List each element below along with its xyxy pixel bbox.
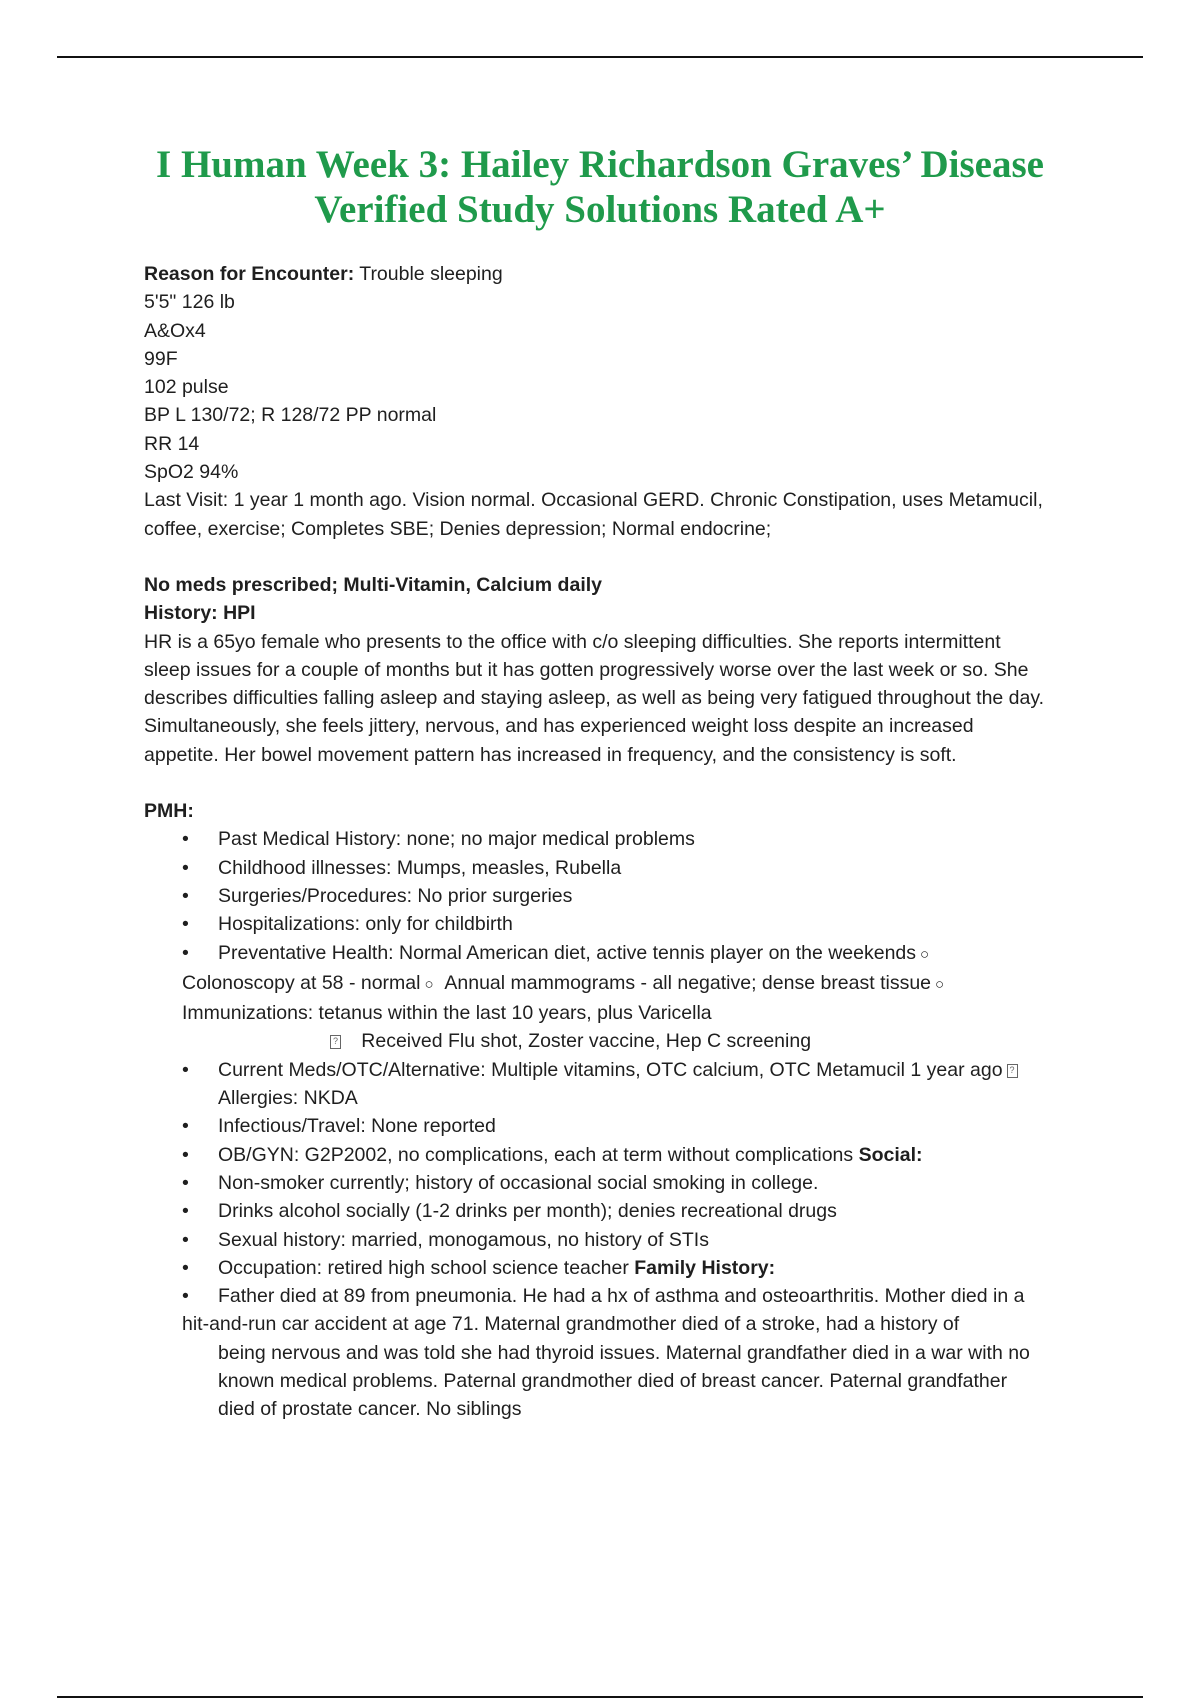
reason-label: Reason for Encounter: xyxy=(144,263,355,285)
bullet-icon: • xyxy=(182,941,189,964)
list-item: • Non-smoker currently; history of occasional social smoking in college. xyxy=(144,1169,1104,1197)
list-continuation: died of prostate cancer. No siblings xyxy=(218,1398,522,1421)
bullet-icon: • xyxy=(182,1285,189,1308)
list-item: • Childhood illnesses: Mumps, measles, Rubella xyxy=(144,854,1104,882)
list-continuation: hit-and-run car accident at age 71. Maternal grandmother died of a stroke, had a history of xyxy=(182,1313,960,1336)
last-visit-line-2: coffee, exercise; Completes SBE; Denies depression; Normal endocrine; xyxy=(144,517,772,540)
hpi-line: appetite. Her bowel movement pattern has increased in frequency, and the consistency is soft. xyxy=(144,743,957,766)
list-continuation: Colonoscopy at 58 - normal ○ Annual mammograms - all negative; dense breast tissue ○ xyxy=(182,971,945,994)
bullet-icon: • xyxy=(182,856,189,879)
bullet-icon: • xyxy=(182,1171,189,1194)
pmh-heading: PMH: xyxy=(144,800,194,823)
title-line-2: Verified Study Solutions Rated A+ xyxy=(314,188,886,231)
hpi-line: Simultaneously, she feels jittery, nervous, and has experienced weight loss despite an increased xyxy=(144,715,974,738)
list-item: • Sexual history: married, monogamous, no history of STIs xyxy=(144,1226,1104,1254)
list-item: • Past Medical History: none; no major medical problems xyxy=(144,825,1104,853)
bullet-icon: • xyxy=(182,1256,189,1279)
vital-pulse: 102 pulse xyxy=(144,376,229,399)
vital-spo2: SpO2 94% xyxy=(144,461,239,484)
reason-value: Trouble sleeping xyxy=(354,263,503,285)
vital-blood-pressure: BP L 130/72; R 128/72 PP normal xyxy=(144,404,437,427)
missing-glyph-icon: ? xyxy=(1007,1064,1018,1078)
bullet-icon: • xyxy=(182,1228,189,1251)
document-title xyxy=(100,142,1100,232)
list-item: • Infectious/Travel: None reported xyxy=(144,1112,1104,1140)
list-item: • Occupation: retired high school science teacher Family History: xyxy=(144,1254,1104,1282)
circle-bullet-icon: ○ xyxy=(920,945,930,963)
hpi-line: HR is a 65yo female who presents to the office with c/o sleeping difficulties. She reports intermittent xyxy=(144,630,1001,653)
hpi-heading: History: HPI xyxy=(144,602,256,625)
bottom-rule xyxy=(57,1696,1143,1698)
bullet-icon: • xyxy=(182,1058,189,1081)
social-label: Social: xyxy=(858,1143,923,1166)
list-item: • Current Meds/OTC/Alternative: Multiple vitamins, OTC calcium, OTC Metamucil 1 year ago ? xyxy=(144,1056,1104,1084)
list-continuation: Immunizations: tetanus within the last 10 years, plus Varicella xyxy=(182,1002,712,1025)
circle-bullet-icon: ○ xyxy=(424,975,434,993)
bullet-icon: • xyxy=(182,1200,189,1223)
hpi-line: describes difficulties falling asleep and staying asleep, as well as being very fatigued throughout the day. xyxy=(144,687,1045,710)
list-continuation: known medical problems. Paternal grandmother died of breast cancer. Paternal grandfather xyxy=(218,1369,1008,1392)
family-history-label: Family History: xyxy=(634,1256,776,1279)
bullet-icon: • xyxy=(182,1115,189,1138)
list-sub-item: ? Received Flu shot, Zoster vaccine, Hep C screening xyxy=(144,1027,1104,1055)
list-item: • Preventative Health: Normal American diet, active tennis player on the weekends ○ xyxy=(144,939,1104,969)
list-item: • Father died at 89 from pneumonia. He had a hx of asthma and osteoarthritis. Mother died in a xyxy=(144,1282,1104,1310)
list-continuation: Allergies: NKDA xyxy=(218,1087,358,1110)
missing-glyph-icon: ? xyxy=(330,1035,341,1049)
bullet-icon: • xyxy=(182,1143,189,1166)
vital-height-weight: 5'5" 126 lb xyxy=(144,291,235,314)
reason-for-encounter xyxy=(144,260,1104,288)
document-body xyxy=(144,260,1104,1424)
bullet-icon: • xyxy=(182,884,189,907)
list-item: • OB/GYN: G2P2002, no complications, each at term without complications Social: xyxy=(144,1141,1104,1169)
meds-heading: No meds prescribed; Multi-Vitamin, Calcium daily xyxy=(144,573,602,596)
list-item: • Surgeries/Procedures: No prior surgeries xyxy=(144,882,1104,910)
list-continuation: being nervous and was told she had thyroid issues. Maternal grandfather died in a war with no xyxy=(218,1341,1030,1364)
vital-temperature: 99F xyxy=(144,347,178,370)
hpi-line: sleep issues for a couple of months but it has gotten progressively worse over the last week or so. She xyxy=(144,658,1029,681)
title-line-1: I Human Week 3: Hailey Richardson Graves’ Disease xyxy=(156,143,1044,186)
vital-orientation: A&Ox4 xyxy=(144,319,206,342)
bullet-icon: • xyxy=(182,828,189,851)
list-item: • Drinks alcohol socially (1-2 drinks per month); denies recreational drugs xyxy=(144,1197,1104,1225)
top-rule xyxy=(57,56,1143,58)
list-item: • Hospitalizations: only for childbirth xyxy=(144,910,1104,938)
last-visit-line-1: Last Visit: 1 year 1 month ago. Vision normal. Occasional GERD. Chronic Constipation, uses Metamucil, xyxy=(144,489,1043,512)
circle-bullet-icon: ○ xyxy=(935,975,945,993)
vital-respiratory-rate: RR 14 xyxy=(144,432,200,455)
bullet-icon: • xyxy=(182,913,189,936)
